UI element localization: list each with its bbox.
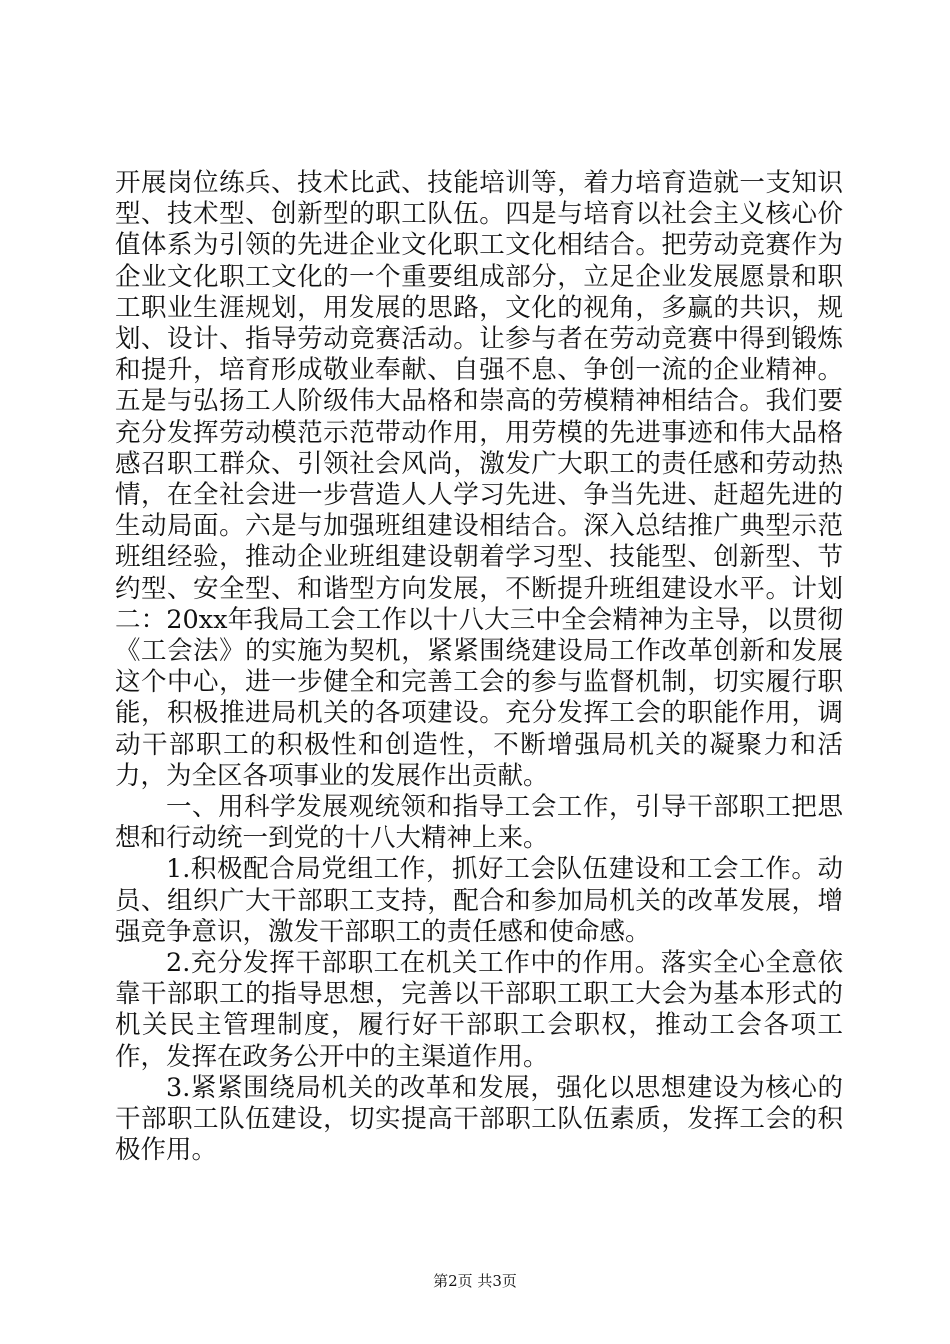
page-number-footer: 第2页 共3页 <box>433 1272 517 1290</box>
paragraph-item-1: 1.积极配合局党组工作，抓好工会队伍建设和工会工作。动员、组织广大干部职工支持，配合和参加局机关的改革发展，增强竞争意识，激发干部职工的责任感和使命感。 <box>115 854 843 947</box>
paragraph-continuation: 开展岗位练兵、技术比武、技能培训等，着力培育造就一支知识型、技术型、创新型的职工队伍。四是与培育以社会主义核心价值体系为引领的先进企业文化职工文化相结合。把劳动竞赛作为企业文化职工文化的一个重要组成部分，立足企业发展愿景和职工职业生涯规划，用发展的思路，文化的视角，多赢的共识，规划、设计、指导劳动竞赛活动。让参与者在劳动竞赛中得到锻炼和提升，培育形成敬业奉献、自强不息、争创一流的企业精神。五是与弘扬工人阶级伟大品格和崇高的劳模精神相结合。我们要充分发挥劳动模范示范带动作用，用劳模的先进事迹和伟大品格感召职工群众、引领社会风尚，激发广大职工的责任感和劳动热情，在全社会进一步营造人人学习先进、争当先进、赶超先进的生动局面。六是与加强班组建设相结合。深入总结推广典型示范班组经验，推动企业班组建设朝着学习型、技能型、创新型、节约型、安全型、和谐型方向发展，不断提升班组建设水平。计划二：20xx年我局工会工作以十八大三中全会精神为主导，以贯彻《工会法》的实施为契机，紧紧围绕建设局工作改革创新和发展这个中心，进一步健全和完善工会的参与监督机制，切实履行职能，积极推进局机关的各项建设。充分发挥工会的职能作用，调动干部职工的积极性和创造性，不断增强局机关的凝聚力和活力，为全区各项事业的发展作出贡献。 <box>115 168 843 791</box>
paragraph-item-3: 3.紧紧围绕局机关的改革和发展，强化以思想建设为核心的干部职工队伍建设，切实提高干部职工队伍素质，发挥工会的积极作用。 <box>115 1072 843 1166</box>
paragraph-section-one: 一、用科学发展观统领和指导工会工作，引导干部职工把思想和行动统一到党的十八大精神上来。 <box>115 792 843 854</box>
document-body <box>115 168 843 1167</box>
paragraph-item-2: 2.充分发挥干部职工在机关工作中的作用。落实全心全意依靠干部职工的指导思想，完善以干部职工职工大会为基本形式的机关民主管理制度，履行好干部职工会职权，推动工会各项工作，发挥在政务公开中的主渠道作用。 <box>115 948 843 1072</box>
